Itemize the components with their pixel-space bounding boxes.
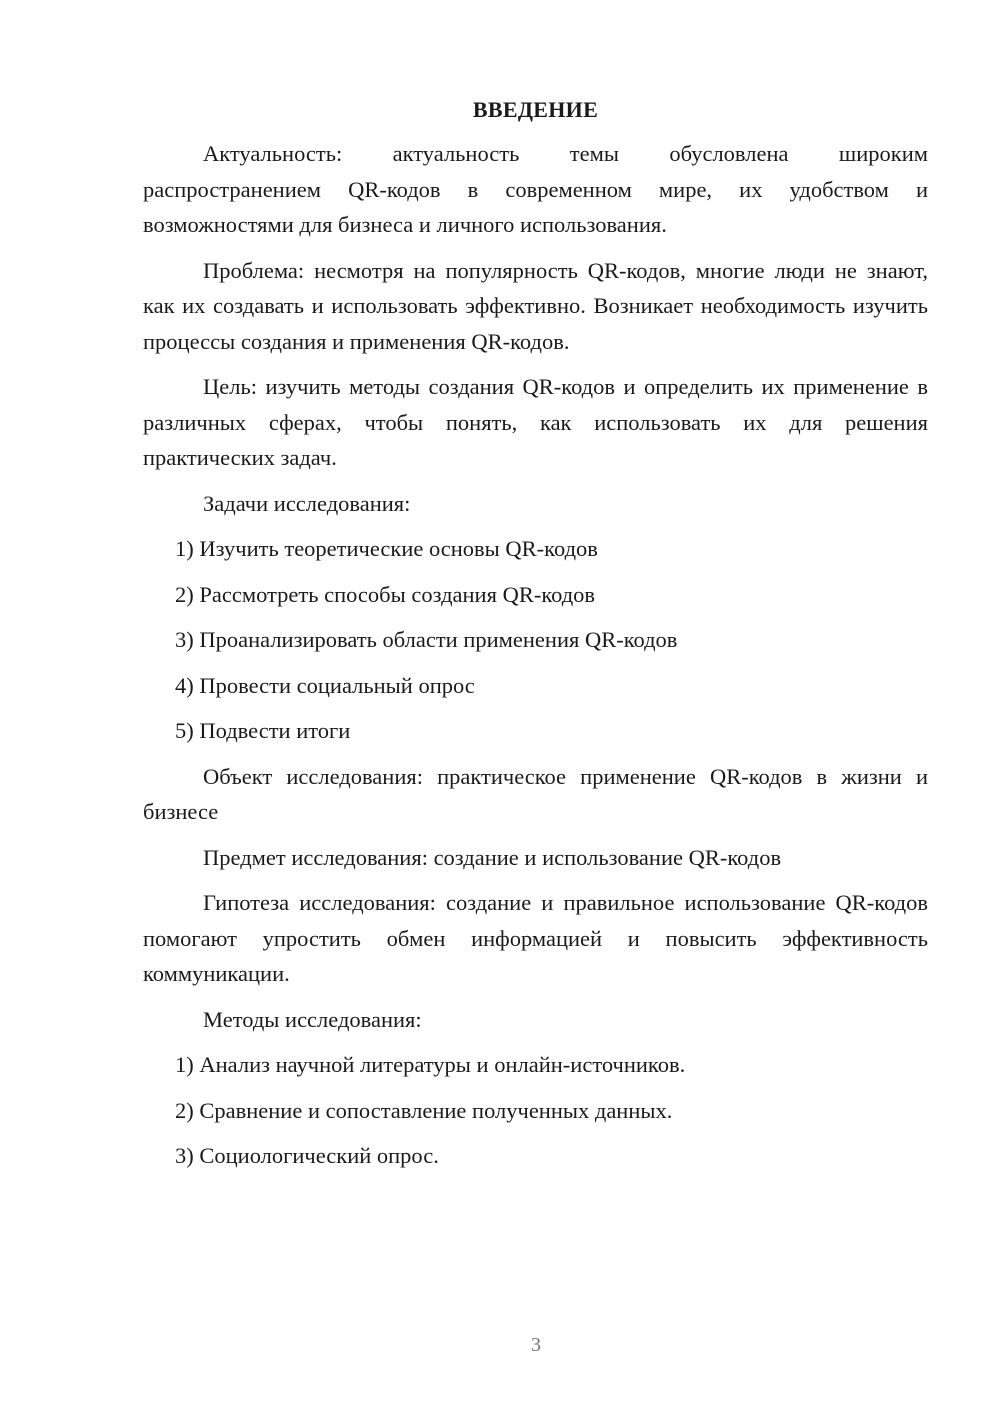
problem-paragraph: Проблема: несмотря на популярность QR-кодов, многие люди не знают, как их создавать и использовать эффективно. Возникает необходимость изучить процессы создания и применения QR-кодов. [143, 257, 928, 354]
object-paragraph: Объект исследования: практическое применение QR-кодов в жизни и бизнесе [143, 763, 928, 824]
document-page [143, 96, 928, 1184]
method-item-2: 2) Сравнение и сопоставление полученных данных. [175, 1097, 673, 1123]
goal-paragraph: Цель: изучить методы создания QR-кодов и определить их применение в различных сферах, чтобы понять, как использовать их для решения практических задач. [143, 374, 928, 470]
task-item-4: 4) Провести социальный опрос [175, 672, 475, 698]
subject-paragraph: Предмет исследования: создание и использование QR-кодов [203, 844, 782, 870]
method-item-1: 1) Анализ научной литературы и онлайн-источников. [175, 1052, 686, 1077]
method-item-3: 3) Социологический опрос. [175, 1143, 439, 1168]
methods-heading: Методы исследования: [203, 1006, 422, 1032]
task-item-2: 2) Рассмотреть способы создания QR-кодов [175, 581, 596, 607]
task-item-1: 1) Изучить теоретические основы QR-кодов [175, 536, 598, 561]
section-title: ВВЕДЕНИЕ [472, 97, 599, 122]
tasks-heading: Задачи исследования: [203, 490, 411, 516]
page-number: 3 [531, 1334, 541, 1356]
task-item-3: 3) Проанализировать области применения QR-кодов [175, 627, 678, 652]
actuality-paragraph: Актуальность: актуальность темы обусловлена широким распространением QR-кодов в современном мире, их удобством и возможностями для бизнеса и личного использования. [143, 141, 928, 237]
hypothesis-paragraph: Гипотеза исследования: создание и правильное использование QR-кодов помогают упростить обмен информацией и повысить эффективность коммуникации. [143, 890, 928, 986]
task-item-5: 5) Подвести итоги [175, 718, 351, 743]
